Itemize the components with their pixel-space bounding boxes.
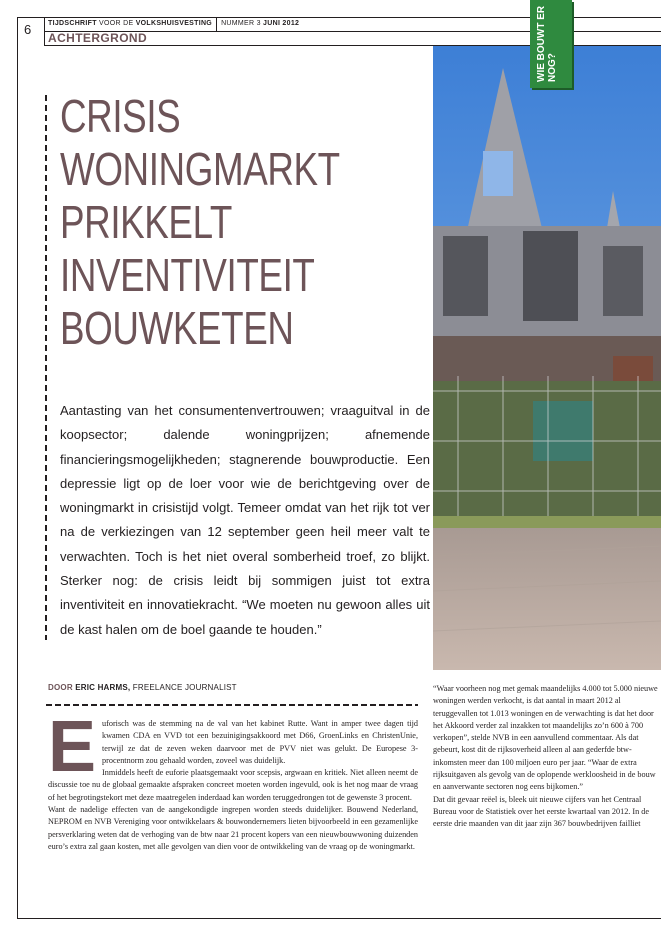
byline-prefix: DOOR <box>48 683 76 692</box>
body-column-1 <box>48 707 418 853</box>
journal-mid: VOOR DE <box>96 20 136 27</box>
journal-label: TIJDSCHRIFT <box>48 20 97 27</box>
byline-dashed-rule <box>46 704 418 706</box>
title-dashed-rule <box>45 95 47 640</box>
rubric-tab-text: WIE BOUWT ER NOG? <box>536 5 558 82</box>
title-line: INVENTIVITEIT <box>60 249 315 301</box>
section-label: ACHTERGROND <box>48 31 148 45</box>
journal-name: VOLKSHUISVESTING <box>135 20 213 27</box>
body-paragraph: Dat dit gevaar reëel is, bleek uit nieuwe cijfers van het Centraal Bureau voor de Statistiek over het eerste kwartaal van 2012. In de eerste drie maanden van dit jaar zijn 367 bouwbedrijven failliet <box>433 794 649 829</box>
dropcap: E <box>48 707 97 787</box>
byline-role: FREELANCE JOURNALIST <box>130 683 237 692</box>
byline <box>48 683 237 692</box>
issue-label: NUMMER 3 <box>221 20 261 27</box>
issue-date: JUNI 2012 <box>260 20 300 27</box>
body-paragraph: Inmiddels heeft de euforie plaatsgemaakt voor scepsis, argwaan en kritiek. Niet alleen neemt de discussie toe nu de globaal gemaakte afspraken concreet moeten worden ingevuld, ook is het nog maar de vraag of het begrotingstekort met deze maatregelen inderdaad kan worden teruggedrongen tot de gewenste 3 procent. <box>48 768 418 802</box>
title-line: CRISIS <box>60 90 181 142</box>
page-frame-bottom <box>17 918 661 919</box>
article-title <box>60 90 348 355</box>
body-paragraph: uforisch was de stemming na de val van het kabinet Rutte. Want in amper twee dagen tijd kwamen CDA en VVD tot een bezuinigingsakkoord met D66, GroenLinks en ChristenUnie, terwijl ze dat de zeven weken daarvoor met de PVV niet was gelukt. De Europese 3-procentnorm zou gehaald worden, zoveel was duidelijk. <box>102 719 418 765</box>
body-column-2 <box>433 683 658 831</box>
title-line: WONINGMARKT <box>60 143 340 195</box>
page-frame-left <box>17 17 18 919</box>
title-line: PRIKKELT <box>60 196 232 248</box>
header-divider <box>216 17 217 31</box>
running-header <box>48 17 563 31</box>
title-line: BOUWKETEN <box>60 302 294 354</box>
body-paragraph: Want de nadelige effecten van de aangekondigde ingrepen worden steeds duidelijker. Bouwend Nederland, NEPROM en NVB Vereniging voor ontwikkelaars & bouwondernemers lieten bijvoorbeeld in een gezamenlijke persverklaring weten dat de verhoging van de btw naar 21 procent kopers van een nieuwbouwwoning duizenden euro’s extra zal gaan kosten, met alle gevolgen van dien voor de ontwikkeling van de vraag op de woningmarkt. <box>48 805 418 851</box>
body-paragraph: “Waar voorheen nog met gemak maandelijks 4.000 tot 5.000 nieuwe woningen werden verkocht, is dat aantal in maart 2012 al teruggevallen tot 1.013 woningen en de verwachting is dat het door het Akkoord verder zal inzakken tot maandelijks zo’n 600 à 700 verkopen”, stelde NVB in een aanvullend commentaar. Als dat gebeurt, kost dit de rijksoverheid alleen al aan gederfde btw-inkomsten meer dan 100 miljoen euro per jaar. “Waar de extra rijksuitgaven als gevolg van de oplopende werkloosheid in de bouw en aanverwante sectoren nog eens bijkomen.” <box>433 684 658 792</box>
construction-photo <box>433 46 661 670</box>
article-lead: Aantasting van het consumentenvertrouwen; vraaguitval in de koopsector; dalende woningprijzen; afnemende financieringsmogelijkheden; stagnerende bouwproductie. Een depressie ligt op de loer voor wie de berichtgeving over de woningmarkt in crisistijd volgt. Temeer omdat van het rijk tot ver na de verkiezingen van 12 september geen heil meer valt te verwachten. Toch is het niet overal somberheid troef, zo blijkt. Sterker nog: de crisis leidt bij sommigen juist tot extra inventiviteit en innovatiekracht. “We moeten nu gewoon alles uit de kast halen om de boel gaande te houden.” <box>60 403 430 637</box>
byline-author: ERIC HARMS, <box>75 683 131 692</box>
page-number: 6 <box>24 22 32 37</box>
